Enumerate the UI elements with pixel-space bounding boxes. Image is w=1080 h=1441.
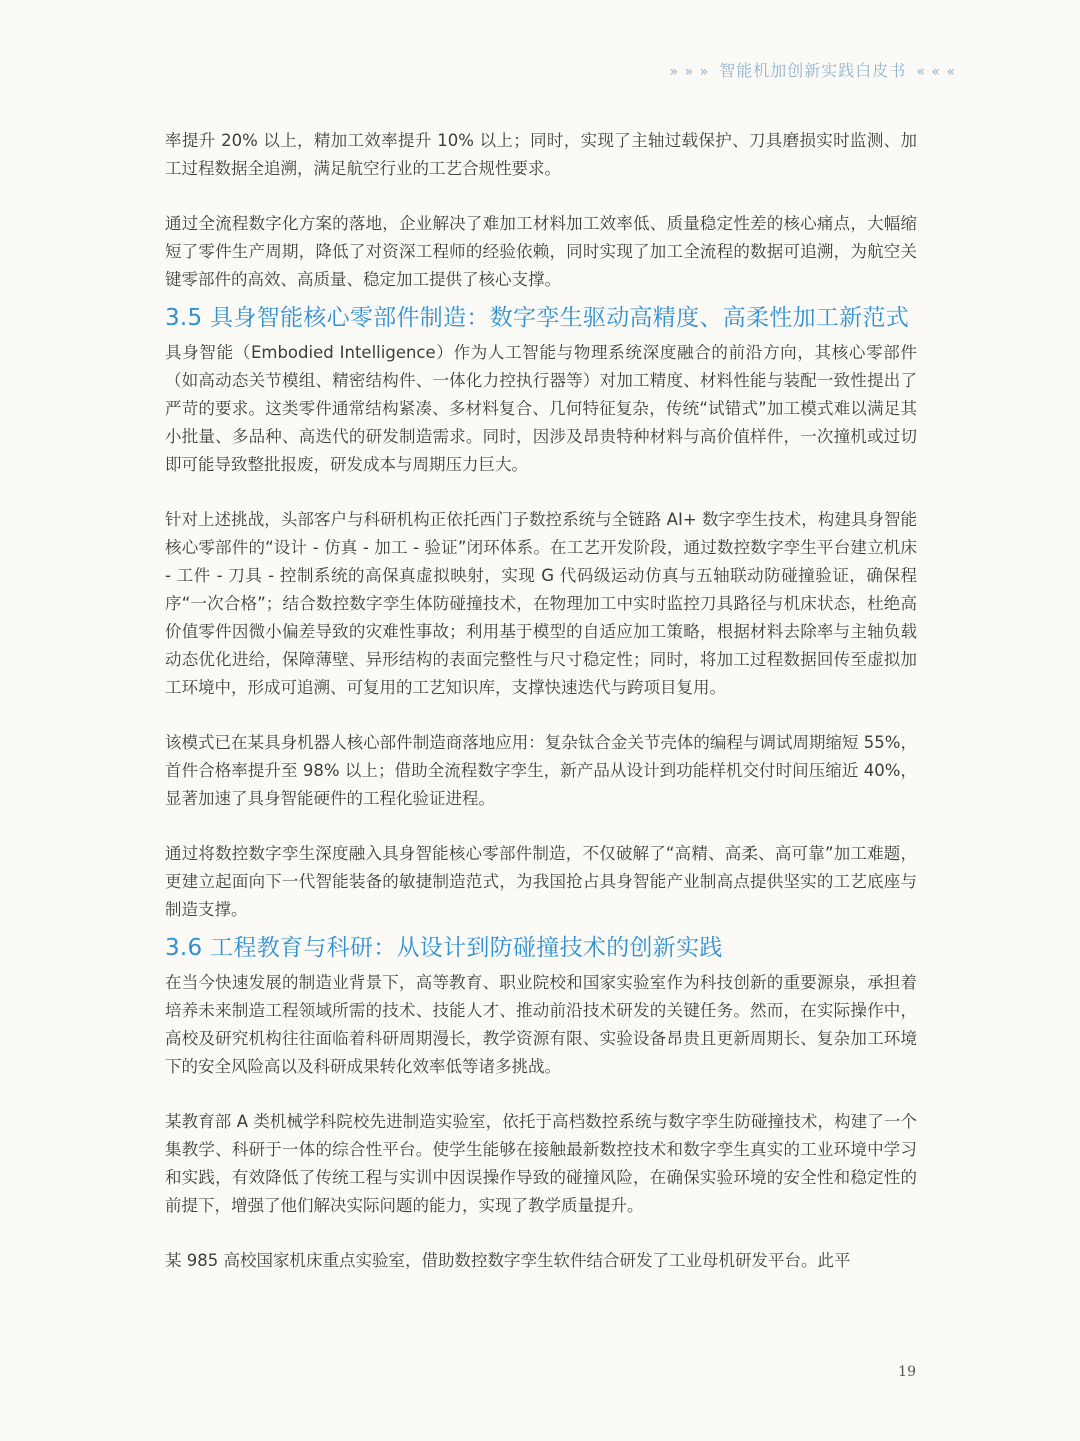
running-header — [670, 58, 956, 81]
paragraph: 某教育部 A 类机械学科院校先进制造实验室，依托于高档数控系统与数字孪生防碰撞技术，构建了一个集教学、科研于一体的综合性平台。使学生能够在接触最新数控技术和数字孪生真实的工业环境中学习和实践，有效降低了传统工程与实训中因误操作导致的碰撞风险，在确保实验环境的安全性和稳定性的前提下，增强了他们解决实际问题的能力，实现了教学质量提升。 — [165, 1112, 917, 1215]
section-heading-3-5: 3.5 具身智能核心零部件制造：数字孪生驱动高精度、高柔性加工新范式 — [165, 305, 910, 331]
header-right-arrows: « « « — [916, 64, 956, 80]
page-body — [165, 127, 917, 1275]
paragraph: 通过全流程数字化方案的落地，企业解决了难加工材料加工效率低、质量稳定性差的核心痛点，大幅缩短了零件生产周期，降低了对资深工程师的经验依赖，同时实现了加工全流程的数据可追溯，为航空关键零部件的高效、高质量、稳定加工提供了核心支撑。 — [165, 214, 917, 289]
header-left-arrows: » » » — [669, 64, 710, 80]
paragraph: 针对上述挑战，头部客户与科研机构正依托西门子数控系统与全链路 AI+ 数字孪生技术，构建具身智能核心零部件的“设计 - 仿真 - 加工 - 验证”闭环体系。在工艺开发阶段，通过数控数字孪生平台建立机床 - 工件 - 刀具 - 控制系统的高保真虚拟映射，实现 G 代码级运动仿真与五轴联动防碰撞验证，确保程序“一次合格”；结合数控数字孪生体防碰撞技术，在物理加工中实时监控刀具路径与机床状态，杜绝高价值零件因微小偏差导致的灾难性事故；利用基于模型的自适应加工策略，根据材料去除率与主轴负载动态优化进给，保障薄壁、异形结构的表面完整性与尺寸稳定性；同时，将加工过程数据回传至虚拟加工环境中，形成可追溯、可复用的工艺知识库，支撑快速迭代与跨项目复用。 — [165, 510, 917, 697]
paragraph: 率提升 20% 以上，精加工效率提升 10% 以上；同时，实现了主轴过载保护、刀具磨损实时监测、加工过程数据全追溯，满足航空行业的工艺合规性要求。 — [165, 131, 917, 178]
paragraph: 通过将数控数字孪生深度融入具身智能核心零部件制造，不仅破解了“高精、高柔、高可靠”加工难题，更建立起面向下一代智能装备的敏捷制造范式，为我国抢占具身智能产业制高点提供坚实的工艺底座与制造支撑。 — [165, 844, 917, 919]
header-title: 智能机加创新实践白皮书 — [719, 61, 907, 80]
paragraph: 该模式已在某具身机器人核心部件制造商落地应用：复杂钛合金关节壳体的编程与调试周期缩短 55%，首件合格率提升至 98% 以上；借助全流程数字孪生，新产品从设计到功能样机交付时间压缩近 40%，显著加速了具身智能硬件的工程化验证进程。 — [165, 733, 917, 808]
page-number: 19 — [898, 1364, 916, 1380]
section-heading-3-6: 3.6 工程教育与科研：从设计到防碰撞技术的创新实践 — [165, 935, 723, 961]
paragraph: 具身智能（Embodied Intelligence）作为人工智能与物理系统深度融合的前沿方向，其核心零部件（如高动态关节模组、精密结构件、一体化力控执行器等）对加工精度、材料性能与装配一致性提出了严苛的要求。这类零件通常结构紧凑、多材料复合、几何特征复杂，传统“试错式”加工模式难以满足其小批量、多品种、高迭代的研发制造需求。同时，因涉及昂贵特种材料与高价值样件，一次撞机或过切即可能导致整批报废，研发成本与周期压力巨大。 — [165, 343, 917, 474]
paragraph: 某 985 高校国家机床重点实验室，借助数控数字孪生软件结合研发了工业母机研发平台。此平 — [165, 1251, 851, 1270]
paragraph: 在当今快速发展的制造业背景下，高等教育、职业院校和国家实验室作为科技创新的重要源泉，承担着培养未来制造工程领域所需的技术、技能人才、推动前沿技术研发的关键任务。然而，在实际操作中，高校及研究机构往往面临着科研周期漫长，教学资源有限、实验设备昂贵且更新周期长、复杂加工环境下的安全风险高以及科研成果转化效率低等诸多挑战。 — [165, 973, 917, 1076]
